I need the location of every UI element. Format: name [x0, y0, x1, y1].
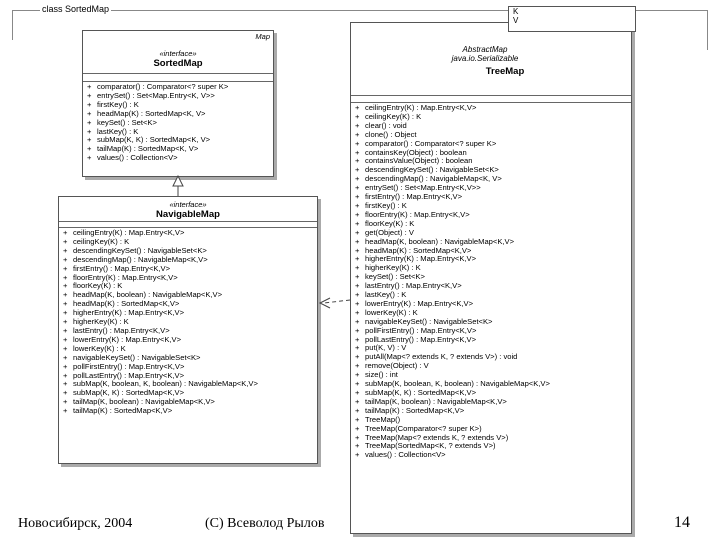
operation-signature: TreeMap() [365, 414, 401, 424]
operation-signature: firstEntry() : Map.Entry<K,V> [73, 263, 171, 273]
operation-signature: floorKey(K) : K [365, 218, 415, 228]
visibility-marker: + [355, 111, 360, 121]
visibility-marker: + [355, 200, 360, 210]
visibility-marker: + [355, 405, 360, 415]
sortedmap-name: SortedMap [153, 58, 203, 69]
page-number: 14 [674, 514, 690, 531]
operation-signature: put(K, V) : V [365, 343, 407, 353]
visibility-marker: + [63, 361, 68, 371]
operation-signature: lastKey() : K [365, 290, 407, 300]
visibility-marker: + [87, 126, 92, 136]
realization-line [324, 300, 350, 303]
visibility-marker: + [63, 272, 68, 282]
operation-signature: comparator() : Comparator<? super K> [365, 138, 497, 148]
visibility-marker: + [63, 325, 68, 335]
operation-signature: subMap(K, boolean, K, boolean) : NavigableMap<K,V> [73, 379, 258, 389]
operation-signature: descendingMap() : NavigableMap<K, V> [365, 174, 502, 184]
operation-signature: entrySet() : Set<Map.Entry<K,V>> [365, 183, 481, 193]
visibility-marker: + [87, 135, 92, 145]
operation-signature: ceilingKey(K) : K [73, 236, 130, 246]
operation-signature: higherEntry(K) : Map.Entry<K,V> [365, 254, 476, 264]
treemap-name: TreeMap [485, 66, 525, 77]
visibility-marker: + [355, 263, 360, 273]
visibility-marker: + [87, 108, 92, 118]
type-param-k: K [513, 7, 519, 16]
operation-signature: tailMap(K) : SortedMap<K,V> [365, 405, 465, 415]
operation-signature: navigableKeySet() : NavigableSet<K> [365, 316, 493, 326]
visibility-marker: + [87, 90, 92, 100]
operation-signature: TreeMap(Map<? extends K, ? extends V>) [365, 432, 509, 442]
visibility-marker: + [355, 316, 360, 326]
footer-city-year: Новосибирск, 2004 [18, 516, 133, 531]
operation-signature: headMap(K) : SortedMap<K, V> [97, 108, 206, 118]
navigablemap-stereotype: «interface» [169, 200, 207, 209]
visibility-marker: + [63, 254, 68, 264]
visibility-marker: + [63, 290, 68, 300]
operation-signature: size() : int [365, 370, 398, 380]
visibility-marker: + [355, 272, 360, 282]
footer-author: (C) Всеволод Рылов [205, 516, 325, 531]
visibility-marker: + [355, 174, 360, 184]
visibility-marker: + [63, 281, 68, 291]
visibility-marker: + [63, 334, 68, 344]
operation-signature: clear() : void [365, 120, 407, 130]
type-param-v: V [513, 16, 519, 25]
operation-signature: pollFirstEntry() : Map.Entry<K,V> [365, 325, 477, 335]
visibility-marker: + [63, 406, 68, 416]
visibility-marker: + [355, 325, 360, 335]
generalization-arrowhead [173, 176, 183, 186]
visibility-marker: + [355, 227, 360, 237]
operation-signature: comparator() : Comparator<? super K> [97, 82, 229, 91]
operation-signature: descendingKeySet() : NavigableSet<K> [365, 165, 499, 175]
visibility-marker: + [355, 129, 360, 139]
visibility-marker: + [355, 254, 360, 264]
operation-signature: headMap(K, boolean) : NavigableMap<K,V> [365, 236, 515, 246]
operation-signature: containsValue(Object) : boolean [365, 156, 473, 166]
visibility-marker: + [355, 138, 360, 148]
visibility-marker: + [355, 352, 360, 362]
operation-signature: lowerKey(K) : K [73, 343, 126, 353]
operation-signature: tailMap(K, boolean) : NavigableMap<K,V> [365, 396, 507, 406]
visibility-marker: + [355, 441, 360, 451]
visibility-marker: + [355, 281, 360, 291]
sortedmap-stereotype: «interface» [159, 49, 197, 58]
operation-signature: putAll(Map<? extends K, ? extends V>) : void [365, 352, 518, 362]
operation-signature: navigableKeySet() : NavigableSet<K> [73, 352, 201, 362]
operation-signature: keySet() : Set<K> [365, 272, 425, 282]
operation-signature: remove(Object) : V [365, 361, 429, 371]
operation-signature: pollFirstEntry() : Map.Entry<K,V> [73, 361, 185, 371]
realization-arrowhead [320, 298, 330, 308]
visibility-marker: + [355, 290, 360, 300]
operation-signature: higherEntry(K) : Map.Entry<K,V> [73, 308, 184, 318]
operation-signature: firstKey() : K [97, 99, 139, 109]
visibility-marker: + [63, 245, 68, 255]
sortedmap-type-param: Map [255, 32, 270, 41]
visibility-marker: + [355, 183, 360, 193]
navigablemap-name: NavigableMap [156, 209, 220, 220]
visibility-marker: + [63, 388, 68, 398]
operation-signature: values() : Collection<V> [97, 153, 178, 163]
visibility-marker: + [355, 156, 360, 166]
visibility-marker: + [355, 192, 360, 202]
operation-signature: lowerEntry(K) : Map.Entry<K,V> [365, 298, 474, 308]
operation-signature: lastEntry() : Map.Entry<K,V> [73, 325, 170, 335]
operation-signature: pollLastEntry() : Map.Entry<K,V> [365, 334, 476, 344]
operation-signature: headMap(K, boolean) : NavigableMap<K,V> [73, 290, 223, 300]
visibility-marker: + [355, 307, 360, 317]
operation-signature: subMap(K, K) : SortedMap<K,V> [365, 388, 477, 397]
operation-signature: descendingKeySet() : NavigableSet<K> [73, 245, 207, 255]
visibility-marker: + [355, 423, 360, 433]
visibility-marker: + [87, 144, 92, 154]
operation-signature: higherKey(K) : K [73, 317, 129, 327]
operation-signature: subMap(K, K) : SortedMap<K,V> [73, 388, 185, 398]
visibility-marker: + [87, 117, 92, 127]
treemap-interface-name: java.io.Serializable [451, 54, 519, 63]
visibility-marker: + [355, 236, 360, 246]
visibility-marker: + [355, 245, 360, 255]
operation-signature: containsKey(Object) : boolean [365, 147, 467, 157]
visibility-marker: + [355, 209, 360, 219]
visibility-marker: + [63, 236, 68, 246]
visibility-marker: + [87, 82, 92, 91]
visibility-marker: + [355, 361, 360, 371]
operation-signature: TreeMap(SortedMap<K, ? extends V>) [365, 441, 496, 451]
visibility-marker: + [63, 379, 68, 389]
visibility-marker: + [63, 263, 68, 273]
operation-signature: ceilingKey(K) : K [365, 111, 422, 121]
visibility-marker: + [355, 450, 360, 460]
operation-signature: floorEntry(K) : Map.Entry<K,V> [73, 272, 178, 282]
visibility-marker: + [355, 165, 360, 175]
visibility-marker: + [63, 308, 68, 318]
operation-signature: headMap(K) : SortedMap<K,V> [73, 299, 180, 309]
operation-signature: tailMap(K) : SortedMap<K, V> [97, 144, 199, 154]
operation-signature: subMap(K, boolean, K, boolean) : NavigableMap<K,V> [365, 379, 550, 389]
visibility-marker: + [355, 298, 360, 308]
visibility-marker: + [355, 343, 360, 353]
visibility-marker: + [355, 388, 360, 397]
operation-signature: get(Object) : V [365, 227, 414, 237]
operation-signature: headMap(K) : SortedMap<K,V> [365, 245, 472, 255]
visibility-marker: + [87, 99, 92, 109]
visibility-marker: + [355, 370, 360, 380]
operation-signature: values() : Collection<V> [365, 450, 446, 460]
operation-signature: subMap(K, K) : SortedMap<K, V> [97, 135, 211, 145]
visibility-marker: + [355, 147, 360, 157]
operation-signature: floorKey(K) : K [73, 281, 123, 291]
visibility-marker: + [63, 299, 68, 309]
visibility-marker: + [87, 153, 92, 163]
operation-signature: TreeMap(Comparator<? super K>) [365, 423, 482, 433]
visibility-marker: + [63, 343, 68, 353]
visibility-marker: + [355, 218, 360, 228]
visibility-marker: + [63, 228, 68, 237]
treemap-superclass: AbstractMap [462, 45, 508, 54]
operation-signature: pollLastEntry() : Map.Entry<K,V> [73, 370, 184, 380]
visibility-marker: + [63, 370, 68, 380]
operation-signature: clone() : Object [365, 129, 417, 139]
operation-signature: keySet() : Set<K> [97, 117, 157, 127]
diagram-title: class SortedMap [42, 4, 110, 14]
visibility-marker: + [355, 414, 360, 424]
visibility-marker: + [355, 103, 360, 112]
operation-signature: descendingMap() : NavigableMap<K,V> [73, 254, 208, 264]
operation-signature: entrySet() : Set<Map.Entry<K, V>> [97, 90, 215, 100]
visibility-marker: + [63, 352, 68, 362]
visibility-marker: + [63, 317, 68, 327]
operation-signature: ceilingEntry(K) : Map.Entry<K,V> [73, 228, 185, 237]
visibility-marker: + [355, 432, 360, 442]
operation-signature: tailMap(K) : SortedMap<K,V> [73, 406, 173, 416]
operation-signature: floorEntry(K) : Map.Entry<K,V> [365, 209, 470, 219]
visibility-marker: + [355, 120, 360, 130]
visibility-marker: + [63, 397, 68, 407]
operation-signature: ceilingEntry(K) : Map.Entry<K,V> [365, 103, 477, 112]
operation-signature: lastKey() : K [97, 126, 139, 136]
operation-signature: firstEntry() : Map.Entry<K,V> [365, 192, 463, 202]
operation-signature: lowerEntry(K) : Map.Entry<K,V> [73, 334, 182, 344]
operation-signature: lastEntry() : Map.Entry<K,V> [365, 281, 462, 291]
operation-signature: tailMap(K, boolean) : NavigableMap<K,V> [73, 397, 215, 407]
operation-signature: lowerKey(K) : K [365, 307, 418, 317]
operation-signature: higherKey(K) : K [365, 263, 421, 273]
visibility-marker: + [355, 379, 360, 389]
visibility-marker: + [355, 334, 360, 344]
visibility-marker: + [355, 396, 360, 406]
operation-signature: firstKey() : K [365, 200, 407, 210]
